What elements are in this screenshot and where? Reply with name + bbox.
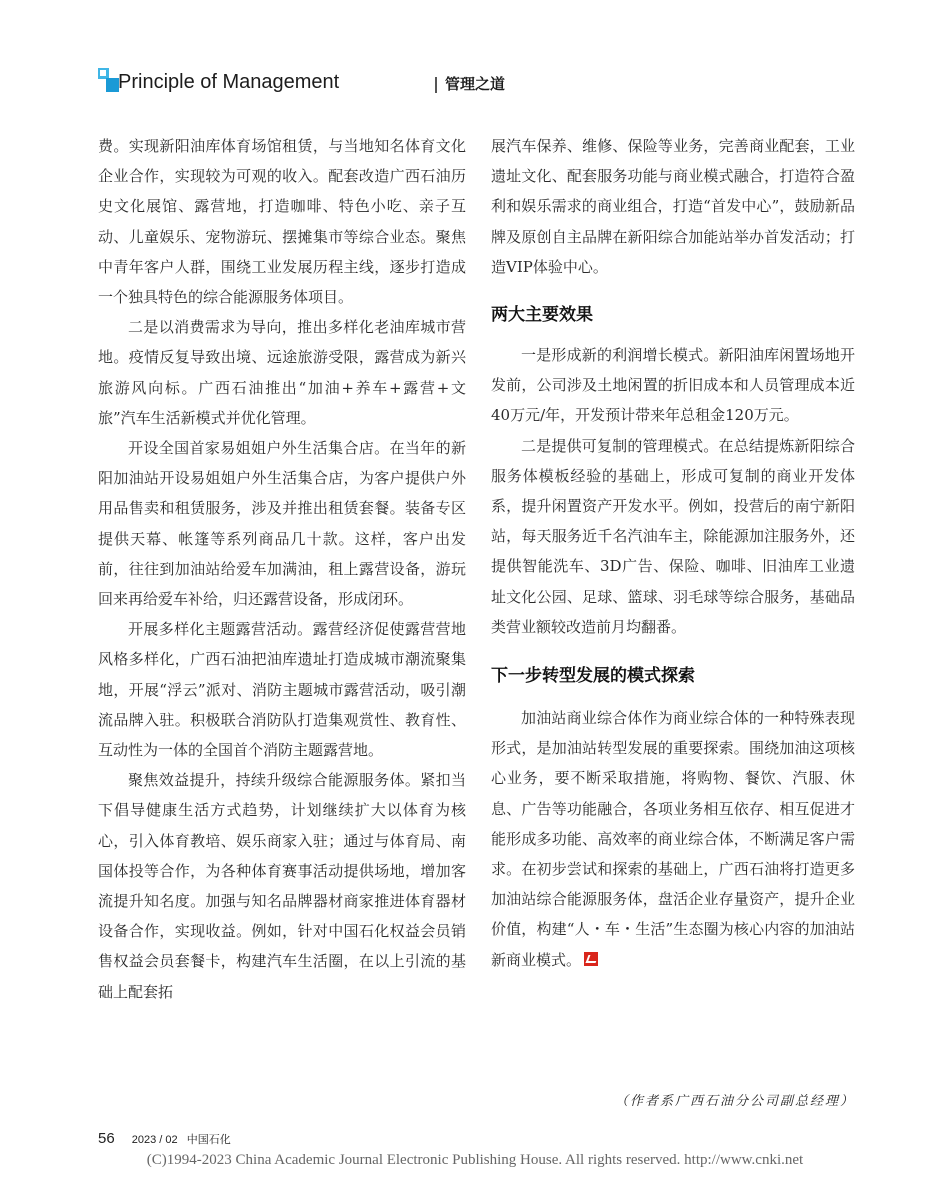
paragraph: 二是以消费需求为导向，推出多样化老油库城市营地。疫情反复导致出境、远途旅游受限，露营成为新兴旅游风向标。广西石油推出“加油+养车+露营+文旅”汽车生活新模式并优化管理。 [98, 318, 466, 427]
paragraph: 开展多样化主题露营活动。露营经济促使露营营地风格多样化，广西石油把油库遗址打造成城市潮流聚集地，开展“浮云”派对、消防主题城市露营活动，吸引潮流品牌入驻。积极联合消防队打造集观赏性、教育性、互动性为一体的全国首个消防主题露营地。 [98, 620, 466, 760]
logo-icon [98, 68, 120, 96]
paragraph-last [491, 703, 855, 975]
section-name: 管理之道 [445, 75, 506, 93]
page-header [98, 64, 518, 100]
paragraph: 展汽车保养、维修、保险等业务，完善商业配套，工业遗址文化、配套服务功能与商业模式融合，打造符合盈利和娱乐需求的商业组合，打造“首发中心”，鼓励新品牌及原创自主品牌在新阳综合加能站举办首发活动；打造VIP体验中心。 [491, 137, 855, 276]
paragraph: 二是提供可复制的管理模式。在总结提炼新阳综合服务体模板经验的基础上，形成可复制的商业开发体系，提升闲置资产开发水平。例如，投营后的南宁新阳站，每天服务近千名汽油车主，除能源加注服务外，还提供智能洗车、3D广告、保险、咖啡、旧油库工业遗址文化公园、足球、篮球、羽毛球等综合服务，基础品类营业额较改造前月均翻番。 [491, 436, 855, 636]
paragraph: 开设全国首家易姐姐户外生活集合店。在当年的新阳加油站开设易姐姐户外生活集合店，为客户提供户外用品售卖和租赁服务，涉及并推出租赁套餐。装备专区提供天幕、帐篷等系列商品几十款。这样，客户出发前，往往到加油站给爱车加满油，租上露营设备，游玩回来再给爱车补给，归还露营设备，形成闭环。 [98, 439, 466, 609]
paragraph-text: 加油站商业综合体作为商业综合体的一种特殊表现形式，是加油站转型发展的重要探索。围绕加油这项核心业务，要不断采取措施，将购物、餐饮、汽服、休息、广告等功能融合，各项业务相互依存、相互促进才能形成多功能、高效率的商业综合体，不断满足客户需求。在初步尝试和探索的基础上，广西石油将打造更多加油站综合能源服务体，盘活企业存量资产，提升企业价值，构建“人・车・生活”生态圈为核心内容的加油站新商业模式。 [491, 709, 855, 969]
paragraph: 费。实现新阳油库体育场馆租赁，与当地知名体育文化企业合作，实现较为可观的收入。配套改造广西石油历史文化展馆、露营地，打造咖啡、特色小吃、亲子互动、儿童娱乐、宠物游玩、摆摊集市等综合业态。聚焦中青年客户人群，围绕工业发展历程主线，逐步打造成一个独具特色的综合能源服务体项目。 [98, 137, 466, 307]
page-number: 56 [98, 1130, 115, 1147]
paragraph: 一是形成新的利润增长模式。新阳油库闲置场地开发前，公司涉及土地闲置的折旧成本和人员管理成本近40万元/年，开发预计带来年总租金120万元。 [491, 346, 855, 425]
author-note: （作者系广西石油分公司副总经理） [614, 1094, 855, 1109]
copyright-line: (C)1994-2023 China Academic Journal Electronic Publishing House. All rights reserved. http://www.cnki.net [146, 1152, 804, 1168]
issue-label: 2023 / 02 [131, 1134, 178, 1146]
page-footer [98, 1128, 231, 1148]
left-column [98, 131, 466, 1007]
right-column [491, 131, 855, 975]
section-heading: 两大主要效果 [491, 305, 593, 326]
header-divider [435, 77, 437, 93]
section-heading: 下一步转型发展的模式探索 [491, 666, 695, 687]
magazine-name: 中国石化 [186, 1133, 231, 1146]
journal-title: Principle of Management [118, 71, 340, 93]
end-mark-icon [584, 952, 598, 966]
paragraph: 聚焦效益提升，持续升级综合能源服务体。紧扣当下倡导健康生活方式趋势，计划继续扩大以体育为核心，引入体育教培、娱乐商家入驻；通过与体育局、南国体投等合作，为各种体育赛事活动提供场地，增加客流提升知名度。加强与知名品牌器材商家推进体育器材设备合作，实现收益。例如，针对中国石化权益会员销售权益会员套餐卡，构建汽车生活圈，在以上引流的基础上配套拓 [98, 771, 466, 1001]
